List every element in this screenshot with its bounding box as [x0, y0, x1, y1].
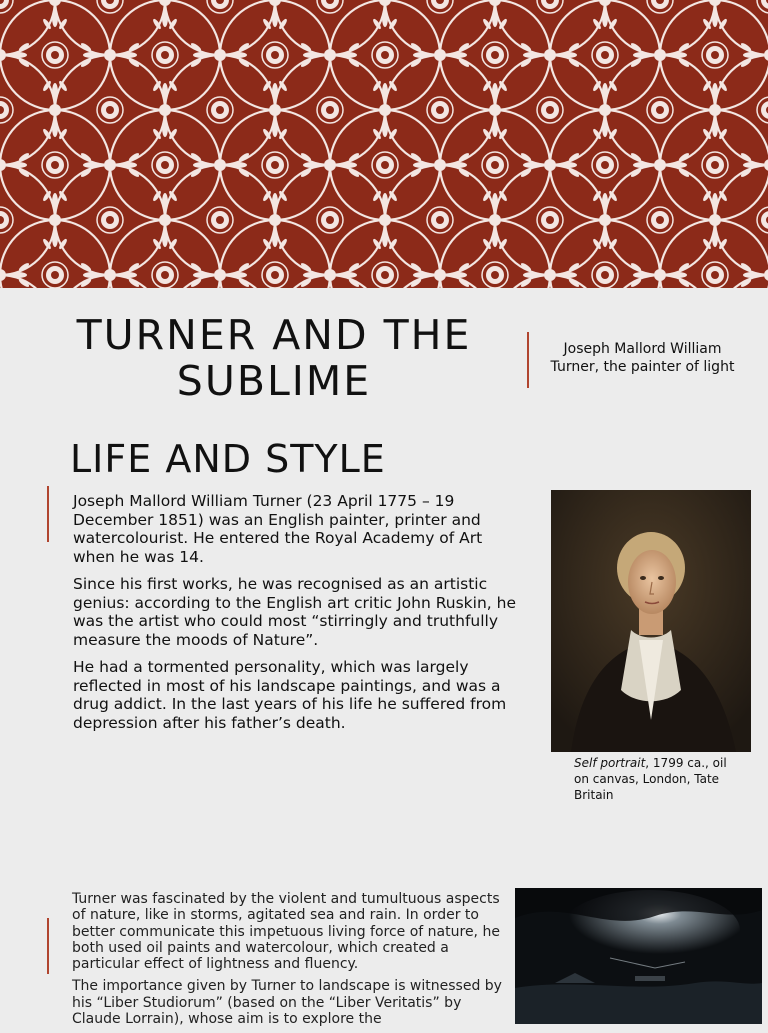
- nature-text: [72, 891, 514, 1033]
- paragraph: Since his first works, he was recognised as an artistic genius: according to the English art critic John Ruskin, he was the artist who could most “stirringly and truthfully measure the moods of Nature”.: [73, 575, 516, 649]
- caption-title: Self portrait: [574, 756, 646, 770]
- page-title: TURNER AND THE SUBLIME: [76, 311, 472, 405]
- page-subtitle: Joseph Mallord William Turner, the painter of light: [550, 341, 735, 375]
- life-and-style-text: [73, 492, 519, 741]
- paragraph: The importance given by Turner to landscape is witnessed by his “Liber Studiorum” (based on the “Liber Veritatis” by Claude Lorrain), whose aim is to explore the: [72, 978, 502, 1028]
- accent-divider: [47, 918, 49, 974]
- paragraph: Turner was fascinated by the violent and tumultuous aspects of nature, like in storms, agitated sea and rain. In order to better communicate this impetuous living force of nature, he both used oil paints and watercolour, which created a particular effect of lightness and fluency.: [72, 891, 500, 973]
- portrait-caption: [574, 755, 744, 803]
- decorative-banner: [0, 0, 768, 288]
- floral-pattern-image: [0, 0, 768, 288]
- paragraph: Joseph Mallord William Turner (23 April 1775 – 19 December 1851) was an English painter, printer and watercolourist. He entered the Royal Academy of Art when he was 14.: [73, 492, 483, 566]
- seascape-painting-image: [515, 888, 762, 1024]
- paragraph: He had a tormented personality, which was largely reflected in most of his landscape paintings, and was a drug addict. In the last years of his life he suffered from depression after his father’s death.: [73, 658, 507, 732]
- accent-divider: [47, 486, 49, 542]
- self-portrait-image: [551, 490, 751, 752]
- caption-details: , 1799 ca., oil on canvas, London, Tate Britain: [574, 756, 727, 802]
- accent-divider: [527, 332, 529, 388]
- section-heading-life-and-style: LIFE AND STYLE: [70, 437, 386, 481]
